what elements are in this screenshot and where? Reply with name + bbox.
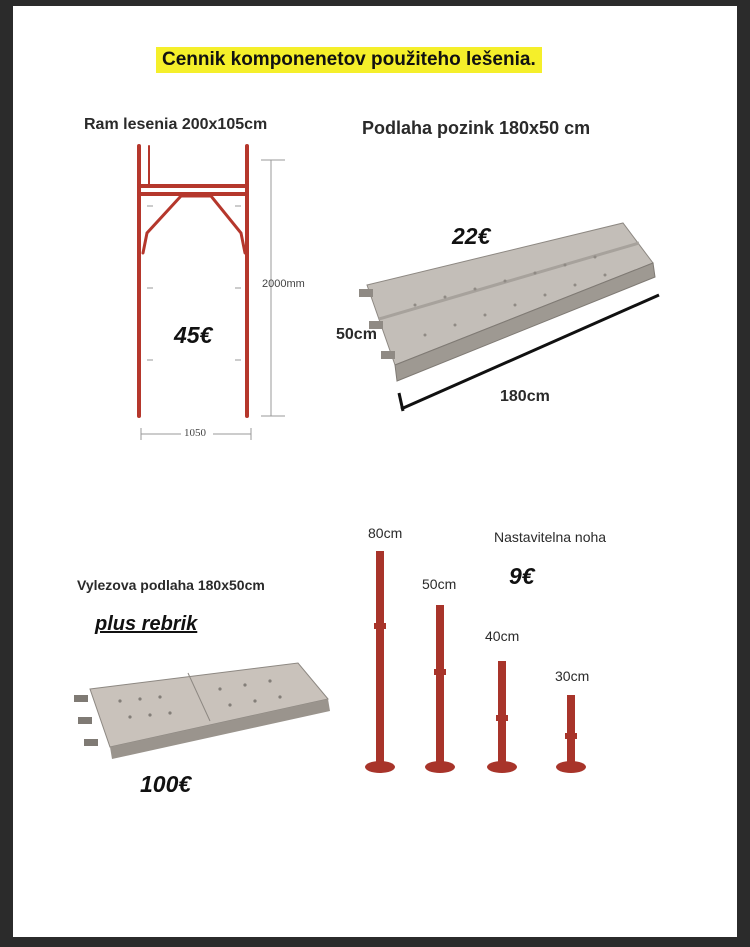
deck-width-label: 50cm bbox=[336, 326, 377, 343]
leg-size-label: 30cm bbox=[555, 668, 590, 684]
leg-size-label: 40cm bbox=[485, 628, 520, 644]
hatch-deck-price: 100€ bbox=[140, 771, 192, 797]
frame-height-label: 2000mm bbox=[262, 278, 305, 290]
adjustable-legs-image bbox=[360, 545, 610, 785]
legs-label: Nastavitelna noha bbox=[494, 529, 607, 545]
frame-price: 45€ bbox=[174, 322, 213, 348]
hatch-deck-label: Vylezova podlaha 180x50cm bbox=[77, 577, 265, 593]
leg-size-label: 80cm bbox=[368, 525, 403, 541]
deck-length-label: 180cm bbox=[500, 388, 550, 405]
scaffold-frame-image bbox=[125, 138, 325, 443]
frame-label: Ram lesenia 200x105cm bbox=[84, 116, 268, 133]
steel-deck-image bbox=[355, 215, 675, 415]
price-list-sheet bbox=[13, 6, 737, 937]
hatch-deck-image bbox=[70, 655, 335, 765]
deck-label: Podlaha pozink 180x50 cm bbox=[362, 118, 591, 138]
legs-price: 9€ bbox=[509, 563, 535, 589]
deck-price: 22€ bbox=[452, 223, 491, 249]
frame-width-label: 1050 bbox=[184, 427, 206, 439]
leg-size-label: 50cm bbox=[422, 576, 457, 592]
hatch-deck-extra: plus rebrik bbox=[95, 613, 198, 635]
page-title: Cennik komponenetov použiteho lešenia. bbox=[156, 47, 542, 73]
